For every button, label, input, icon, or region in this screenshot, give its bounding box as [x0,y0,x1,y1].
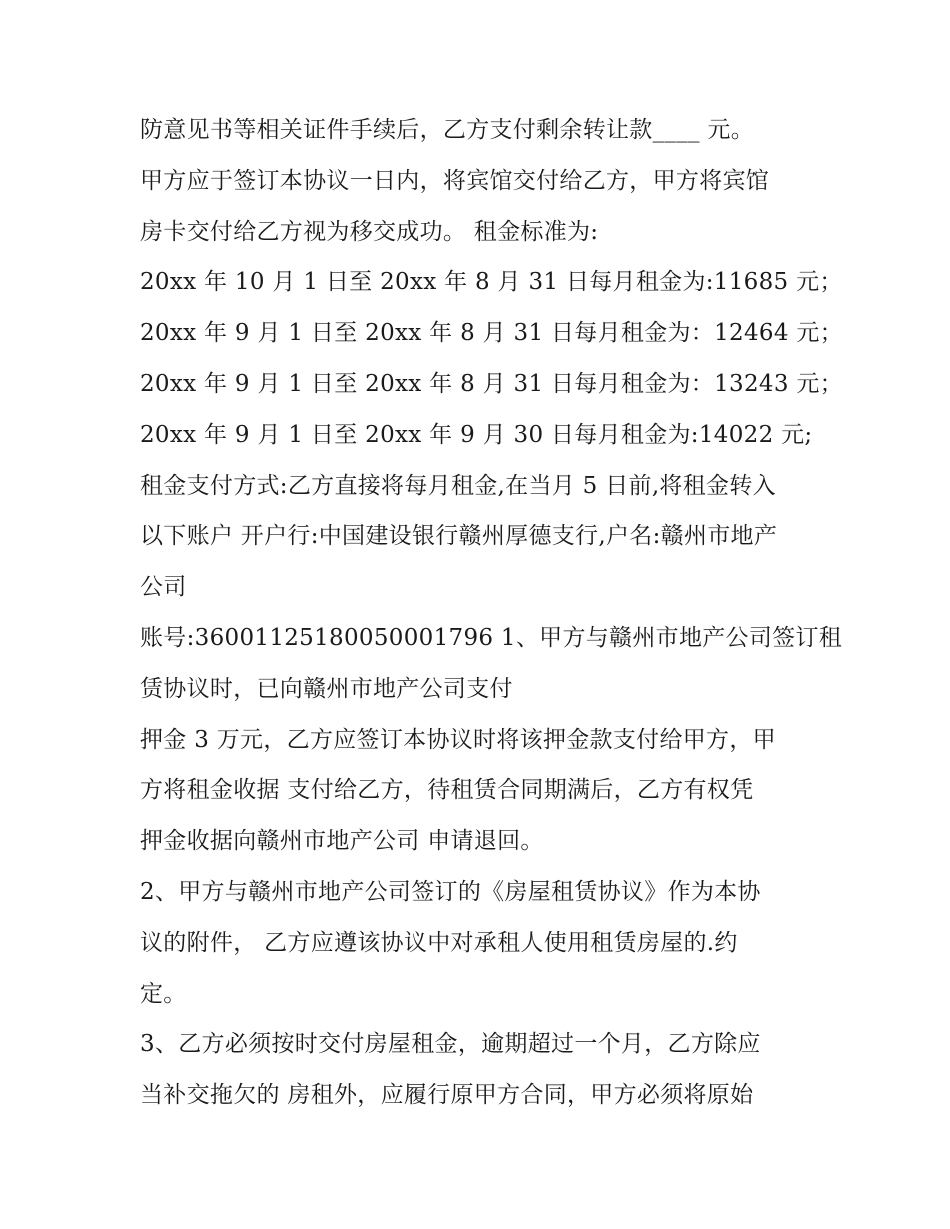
text-line: 定。 [140,980,187,1007]
text-line: 账号:36001125180050001796 1、甲方与赣州市地产公司签订租 [140,624,843,651]
text-line: 押金收据向赣州市地产公司 申请退回。 [140,828,544,855]
text-line: 以下账户 开户行:中国建设银行赣州厚德支行,户名:赣州市地产 [140,523,778,550]
text-line: 房卡交付给乙方视为移交成功。 租金标准为: [140,218,599,245]
text-line: 议的附件， 乙方应遵该协议中对承租人使用租赁房屋的.约 [140,929,738,956]
text-line: 公司 [140,574,187,601]
text-line: 当补交拖欠的 房租外，应履行原甲方合同，甲方必须将原始 [140,1082,754,1109]
text-line: 方将租金收据 支付给乙方，待租赁合同期满后，乙方有权凭 [140,777,754,804]
text-line: 2、甲方与赣州市地产公司签订的《房屋租赁协议》作为本协 [140,878,761,905]
text-line: 20xx 年 9 月 1 日至 20xx 年 8 月 31 日每月租金为：13243 元； [140,370,843,397]
text-line: 甲方应于签订本协议一日内，将宾馆交付给乙方，甲方将宾馆 [140,167,770,194]
text-line: 防意见书等相关证件手续后，乙方支付剩余转让款____ 元。 [140,117,755,143]
text-line: 押金 3 万元，乙方应签订本协议时将该押金款支付给甲方，甲 [140,726,776,753]
text-line: 20xx 年 10 月 1 日至 20xx 年 8 月 31 日每月租金为:11685 元； [140,269,843,296]
text-line: 3、乙方必须按时交付房屋租金，逾期超过一个月，乙方除应 [140,1031,761,1058]
text-line: 赁协议时，已向赣州市地产公司支付 [140,675,513,702]
document-body [140,105,843,1121]
text-line: 20xx 年 9 月 1 日至 20xx 年 8 月 31 日每月租金为：12464 元； [140,320,843,347]
text-line: 20xx 年 9 月 1 日至 20xx 年 9 月 30 日每月租金为:14022 元; [140,421,813,448]
text-line: 租金支付方式:乙方直接将每月租金,在当月 5 日前,将租金转入 [140,472,776,499]
